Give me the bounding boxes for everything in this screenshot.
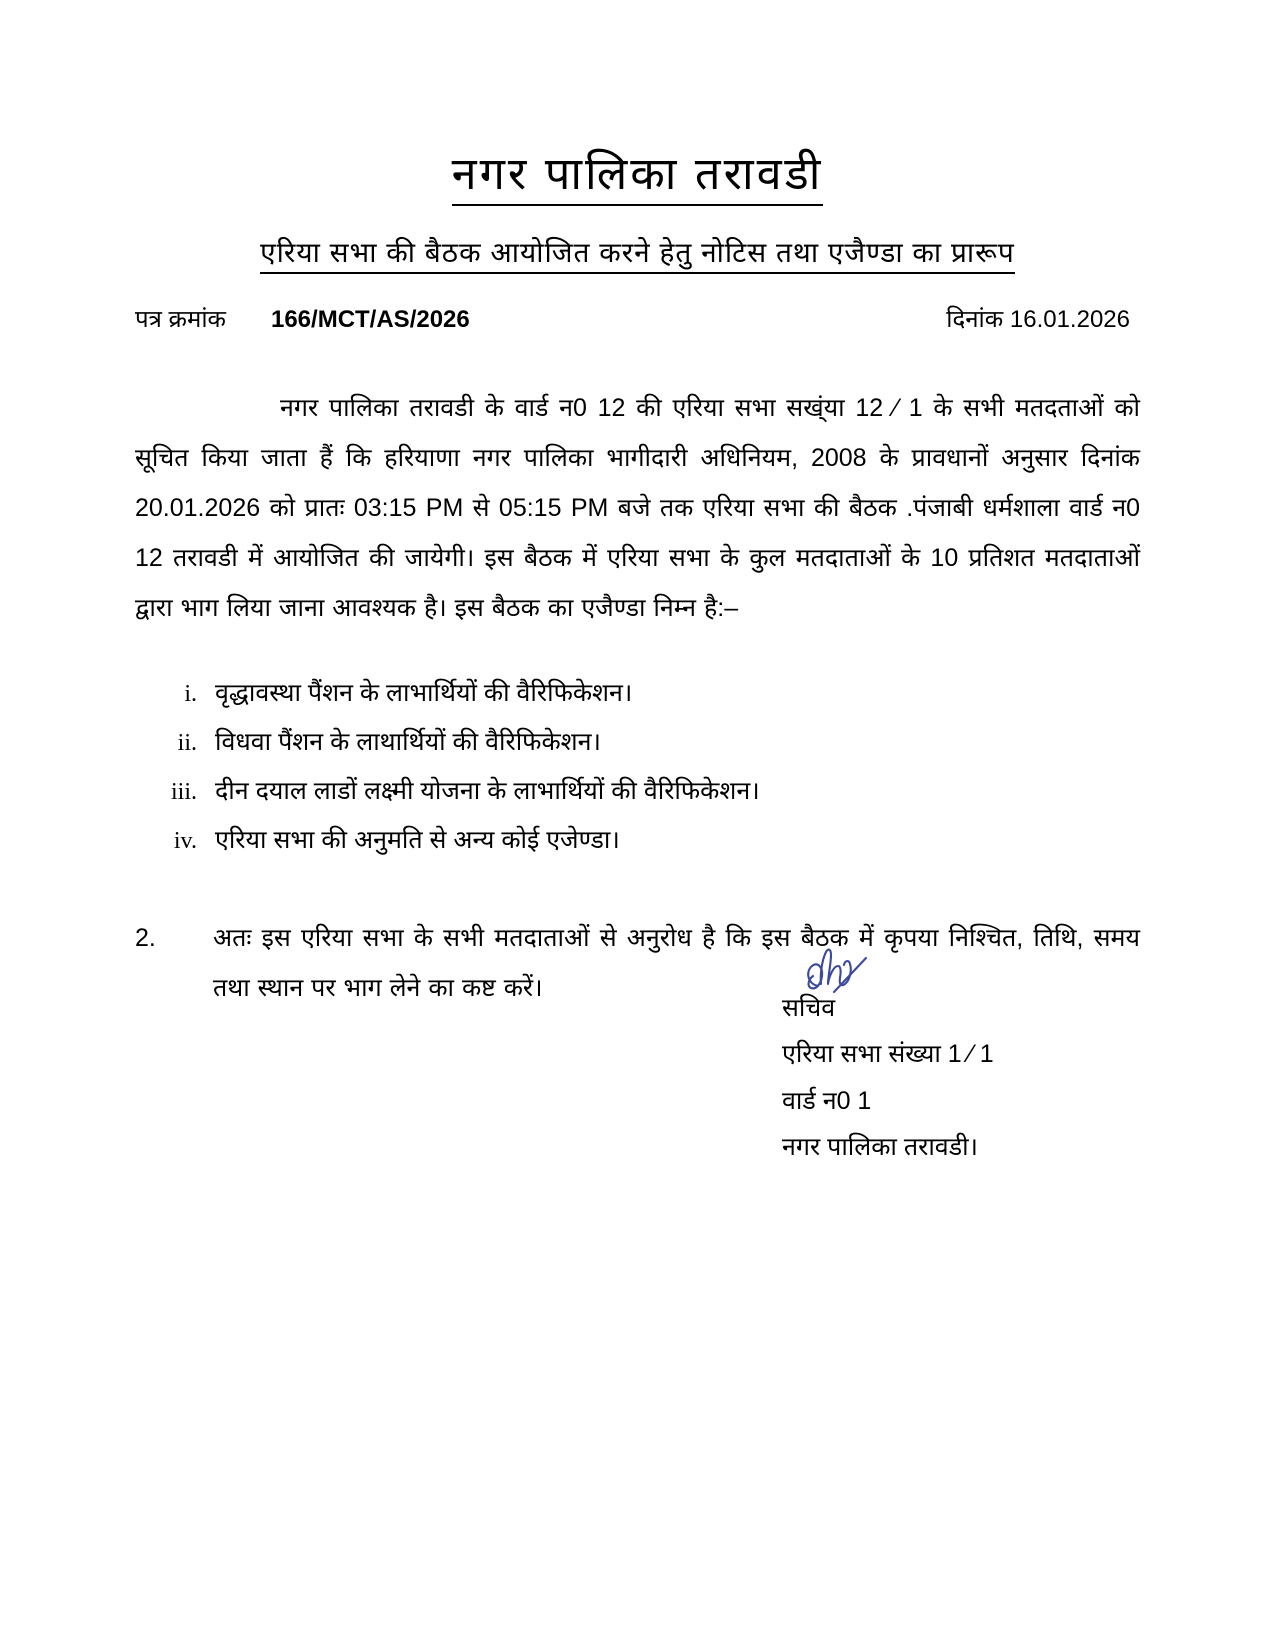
reference-row <box>135 302 1140 335</box>
signature-icon <box>788 940 898 998</box>
page-title-text: नगर पालिका तरावडी <box>452 148 824 206</box>
list-item <box>135 669 1140 718</box>
agenda-item-number: iv. <box>173 827 197 854</box>
signature-designation: सचिव <box>782 994 836 1022</box>
list-item <box>135 816 1140 865</box>
list-item <box>135 767 1140 816</box>
signature-ward: वार्ड न0 1 <box>782 1086 872 1115</box>
reference-label: पत्र क्रमांक <box>135 306 226 334</box>
agenda-item-text: एरिया सभा की अनुमति से अन्य कोई एजेण्डा। <box>215 825 620 854</box>
reference-date-label: दिनांक <box>946 306 1004 334</box>
reference-date-value: 16.01.2026 <box>1009 306 1130 334</box>
page-subtitle-text: एरिया सभा की बैठक आयोजित करने हेतु नोटिस तथा एजैण्डा का प्रारूप <box>260 236 1015 275</box>
agenda-item-text: विधवा पैंशन के लाथार्थियों की वैरिफिकेशन। <box>215 728 602 757</box>
agenda-item-text: वृद्धावस्था पैंशन के लाभार्थियों की वैरिफिकेशन। <box>215 679 633 708</box>
closing-paragraph-text: अतः इस एरिया सभा के सभी मतदाताओं से अनुरोध है कि इस बैठक में कृपया निश्चित, तिथि, समय तथा स्थान पर भाग लेने का कष्ट करें। <box>213 923 1140 1002</box>
closing-paragraph-number: 2. <box>135 923 156 952</box>
reference-date <box>946 302 1140 335</box>
notice-body-paragraph: नगर पालिका तरावडी के वार्ड न0 12 की एरिया सभा सख्ंया 12 ⁄ 1 के सभी मतदताओं को सूचित किया जाता हैं कि हरियाणा नगर पालिका भागीदारी अधिनियम, 2008 के प्रावधानों अनुसार दिनांक 20.01.2026 को प्रातः 03:15 PM से 05:15 PM बजे तक एरिया सभा की बैठक .पंजाबी धर्मशाला वार्ड न0 12 तरावडी में आयोजित की जायेगी। इस बैठक में एरिया सभा के कुल मतदाताओं के 10 प्रतिशत मतदाताओं द्वारा भाग लिया जाना आवश्यक है। इस बैठक का एजैण्डा निम्न है:– <box>135 394 1140 623</box>
agenda-list <box>135 633 1140 864</box>
list-item <box>135 718 1140 767</box>
agenda-item-number: i. <box>184 681 197 708</box>
signature-block <box>782 985 1162 1170</box>
page-title <box>135 0 1140 206</box>
agenda-item-number: ii. <box>177 730 197 757</box>
signature-municipality: नगर पालिका तरावडी। <box>782 1132 979 1161</box>
agenda-item-text: दीन दयाल लाडों लक्ष्मी योजना के लाभार्थियों की वैरिफिकेशन। <box>215 776 760 805</box>
agenda-item-number: iii. <box>170 778 197 805</box>
signature-area-sabha: एरिया सभा संख्या 1 ⁄ 1 <box>782 1040 994 1069</box>
page-subtitle <box>135 206 1140 275</box>
reference-number: 166/MCT/AS/2026 <box>270 306 470 334</box>
